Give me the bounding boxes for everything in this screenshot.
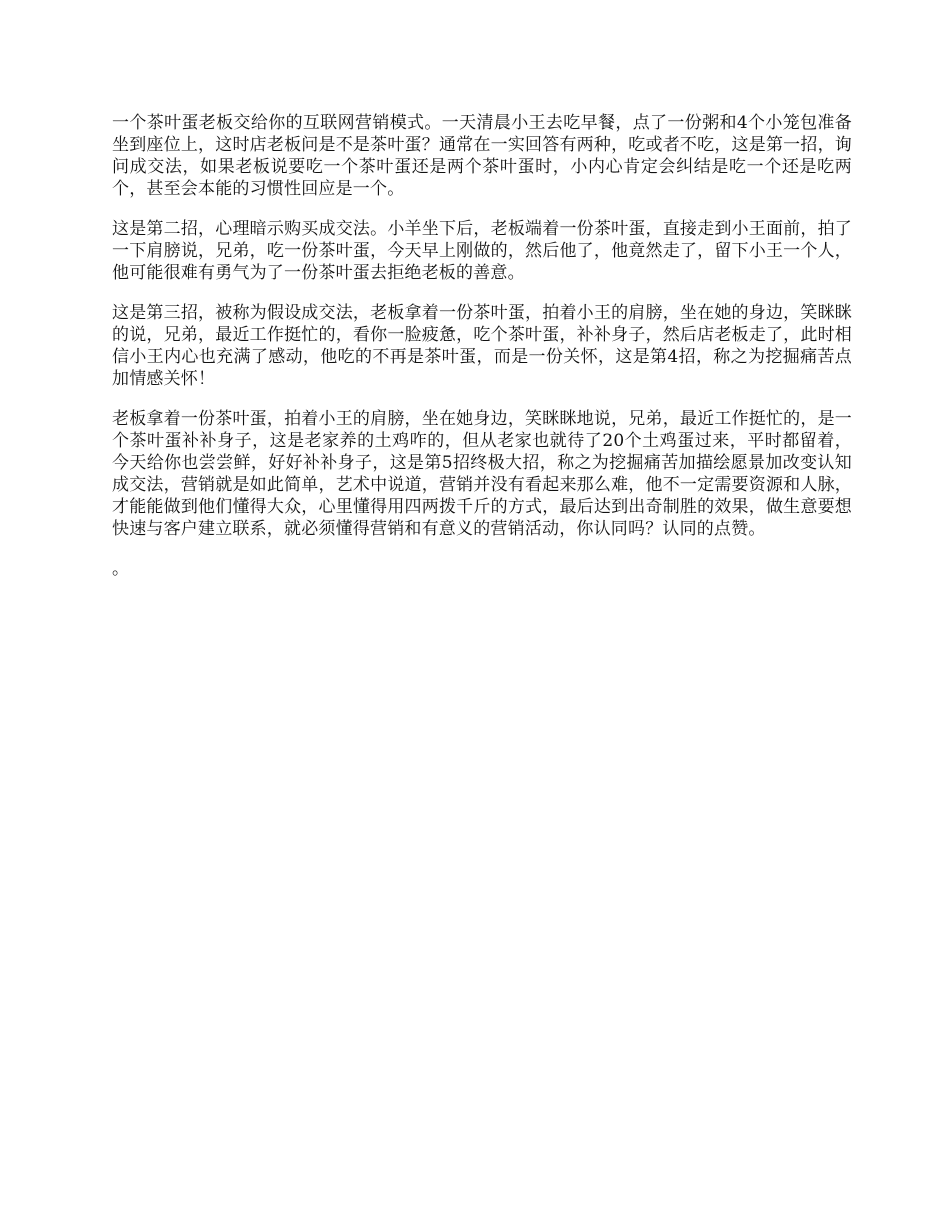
paragraph-4: 老板拿着一份茶叶蛋，拍着小王的肩膀，坐在她身边，笑眯眯地说，兄弟，最近工作挺忙的，是一个茶叶蛋补补身子，这是老家养的土鸡咋的，但从老家也就待了20个土鸡蛋过来，平时都留着，今天给你也尝尝鲜，好好补补身子，这是第5招终极大招，称之为挖掘痛苦加描绘愿景加改变认知成交法，营销就是如此简单，艺术中说道，营销并没有看起来那么难，他不一定需要资源和人脉，才能能做到他们懂得大众，心里懂得用四两拨千斤的方式，最后达到出奇制胜的效果，做生意要想快速与客户建立联系，就必须懂得营销和有意义的营销活动，你认同吗？认同的点赞。 [112, 409, 852, 539]
paragraph-5: 。 [112, 559, 130, 579]
document-body [112, 112, 852, 598]
paragraph-3: 这是第三招，被称为假设成交法，老板拿着一份茶叶蛋，拍着小王的肩膀，坐在她的身边，笑眯眯的说，兄弟，最近工作挺忙的，看你一脸疲惫，吃个茶叶蛋，补补身子，然后店老板走了，此时相信小王内心也充满了感动，他吃的不再是茶叶蛋，而是一份关怀，这是第4招，称之为挖掘痛苦点加情感关怀！ [112, 303, 852, 389]
paragraph-2: 这是第二招，心理暗示购买成交法。小羊坐下后，老板端着一份茶叶蛋，直接走到小王面前，拍了一下肩膀说，兄弟，吃一份茶叶蛋，今天早上刚做的，然后他了，他竟然走了，留下小王一个人，他可能很难有勇气为了一份茶叶蛋去拒绝老板的善意。 [112, 219, 852, 283]
paragraph-1: 一个茶叶蛋老板交给你的互联网营销模式。一天清晨小王去吃早餐，点了一份粥和4个小笼包准备坐到座位上，这时店老板问是不是茶叶蛋？通常在一实回答有两种，吃或者不吃，这是第一招，询问成交法，如果老板说要吃一个茶叶蛋还是两个茶叶蛋时，小内心肯定会纠结是吃一个还是吃两个，甚至会本能的习惯性回应是一个。 [112, 113, 852, 199]
